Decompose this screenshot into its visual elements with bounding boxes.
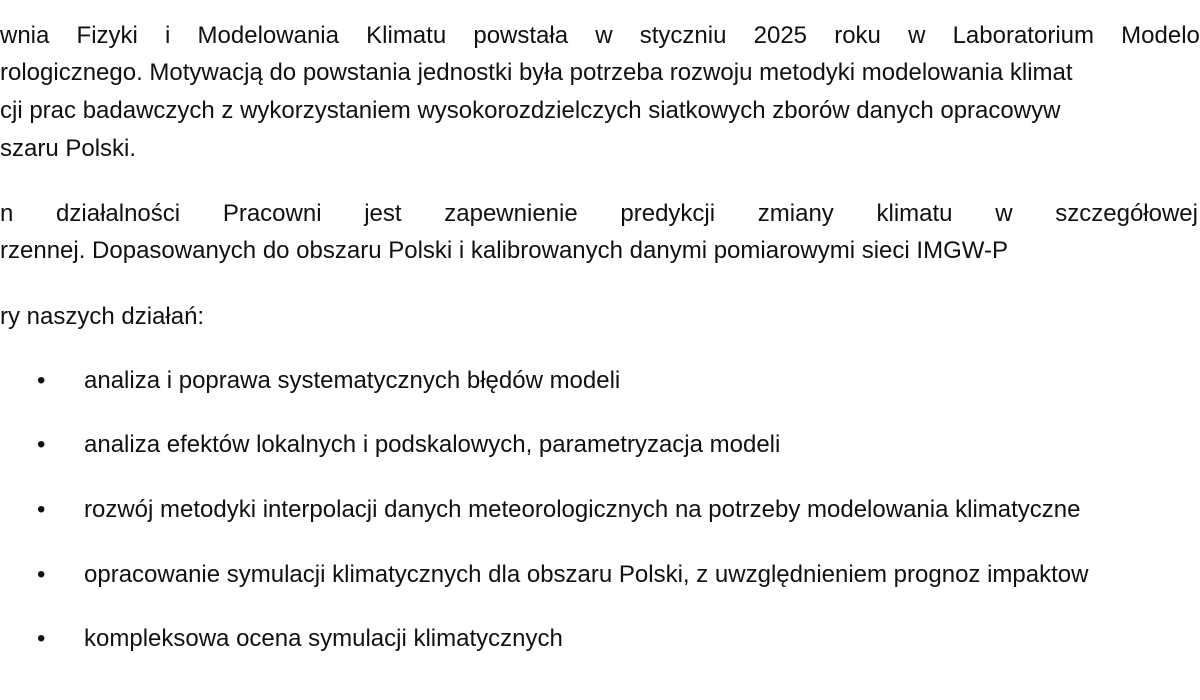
paragraph-line: cji prac badawczych z wykorzystaniem wysokorozdzielczych siatkowych zborów danych opracowyw [0, 97, 1061, 124]
word: Modelowania [197, 22, 339, 49]
paragraph-line [0, 199, 1198, 229]
list-item-text: rozwój metodyki interpolacji danych meteorologicznych na potrzeby modelowania klimatyczne [84, 496, 1081, 523]
word: w [595, 22, 613, 49]
bullet-icon: • [37, 431, 46, 458]
list-item-text: analiza efektów lokalnych i podskalowych, parametryzacja modeli [84, 431, 781, 458]
word: Modelo [1121, 22, 1200, 49]
word: powstała [473, 22, 569, 49]
word: zapewnienie [444, 200, 578, 227]
word: klimatu [876, 200, 953, 227]
word: i [165, 22, 171, 49]
paragraph-line: szaru Polski. [0, 135, 137, 162]
word: zmiany [757, 200, 834, 227]
word: 2025 [753, 22, 808, 49]
word: n [0, 200, 14, 227]
word: Fizyki [76, 22, 138, 49]
bullet-icon: • [37, 625, 46, 652]
list-item-text: analiza i poprawa systematycznych błędów modeli [84, 367, 621, 394]
word: jest [364, 200, 402, 227]
paragraph-line [0, 21, 1200, 51]
bullet-icon: • [37, 367, 46, 394]
word: szczegółowej [1055, 200, 1198, 227]
list-item-text: kompleksowa ocena symulacji klimatycznych [84, 625, 563, 652]
word: wnia [0, 22, 50, 49]
paragraph-line: rzennej. Dopasowanych do obszaru Polski i kalibrowanych danymi pomiarowymi sieci IMGW-P [0, 237, 1008, 264]
word: Klimatu [366, 22, 447, 49]
bullet-icon: • [37, 496, 46, 523]
word: w [995, 200, 1013, 227]
list-item-text: opracowanie symulacji klimatycznych dla obszaru Polski, z uwzględnieniem prognoz impaktow [84, 561, 1089, 588]
paragraph-line: rologicznego. Motywacją do powstania jednostki była potrzeba rozwoju metodyki modelowania klimat [0, 59, 1073, 86]
word: roku [834, 22, 881, 49]
word: predykcji [620, 200, 716, 227]
word: Pracowni [222, 200, 322, 227]
word: działalności [56, 200, 181, 227]
word: w [908, 22, 926, 49]
bullet-icon: • [37, 561, 46, 588]
word: Laboratorium [952, 22, 1094, 49]
section-intro: ry naszych działań: [0, 303, 205, 330]
word: styczniu [639, 22, 727, 49]
